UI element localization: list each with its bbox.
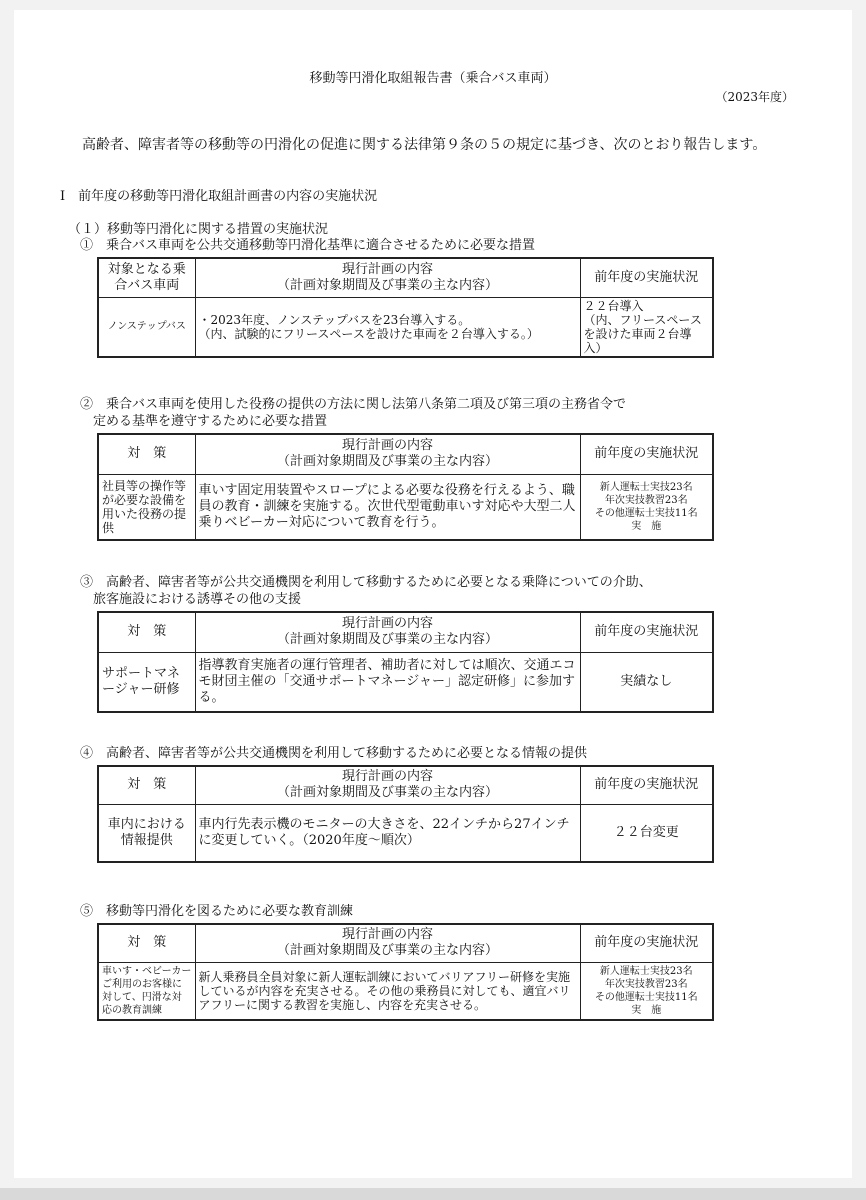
header-plan: 現行計画の内容 （計画対象期間及び事業の主な内容） bbox=[195, 766, 580, 804]
subsection-heading: （１）移動等円滑化に関する措置の実施状況 bbox=[68, 222, 329, 237]
header-measure: 対 策 bbox=[98, 612, 195, 652]
header-plan: 現行計画の内容 （計画対象期間及び事業の主な内容） bbox=[195, 612, 580, 652]
row-target: 車いす・ベビーカーご利用のお客様に対して、円滑な対応の教育訓練 bbox=[98, 962, 195, 1020]
item-4-heading: ④ 高齢者、障害者等が公共交通機関を利用して移動するために必要となる情報の提供 bbox=[80, 746, 588, 761]
row-target: 車内における情報提供 bbox=[98, 804, 195, 862]
item-1-table bbox=[97, 257, 714, 358]
item-2-table bbox=[97, 433, 714, 541]
item-3-heading: ③ 高齢者、障害者等が公共交通機関を利用して移動するために必要となる乗降についての介助、 旅客施設における誘導その他の支援 bbox=[80, 575, 652, 607]
header-status: 前年度の実施状況 bbox=[580, 924, 713, 962]
item-5-table bbox=[97, 923, 714, 1021]
header-measure: 対 策 bbox=[98, 434, 195, 474]
section-heading: Ⅰ 前年度の移動等円滑化取組計画書の内容の実施状況 bbox=[60, 189, 378, 204]
row-target: ノンステップバス bbox=[98, 297, 195, 357]
row-status: ２２台導入 （内、フリースペースを設けた車両２台導入） bbox=[580, 297, 713, 357]
header-status: 前年度の実施状況 bbox=[580, 258, 713, 297]
header-status: 前年度の実施状況 bbox=[580, 612, 713, 652]
item-1-heading: ① 乗合バス車両を公共交通移動等円滑化基準に適合させるために必要な措置 bbox=[80, 238, 536, 253]
row-plan: 車内行先表示機のモニターの大きさを、22インチから27インチに変更していく。（2020年度～順次） bbox=[195, 804, 580, 862]
item-5-heading: ⑤ 移動等円滑化を図るために必要な教育訓練 bbox=[80, 904, 354, 919]
row-plan: 新人乗務員全員対象に新人運転訓練においてバリアフリー研修を実施しているが内容を充実させる。その他の乗務員に対しても、適宜バリアフリーに関する教習を実施し、内容を充実させる。 bbox=[195, 962, 580, 1020]
header-target: 対象となる乗合バス車両 bbox=[98, 258, 195, 297]
header-plan: 現行計画の内容 （計画対象期間及び事業の主な内容） bbox=[195, 258, 580, 297]
header-measure: 対 策 bbox=[98, 766, 195, 804]
row-plan: ・2023年度、ノンステップバスを23台導入する。 （内、試験的にフリースペースを設けた車両を２台導入する。） bbox=[195, 297, 580, 357]
page-bottom-edge bbox=[0, 1188, 866, 1200]
row-status: 実績なし bbox=[580, 652, 713, 712]
row-target: 社員等の操作等が必要な設備を用いた役務の提供 bbox=[98, 474, 195, 540]
row-status: ２２台変更 bbox=[580, 804, 713, 862]
intro-text: 高齢者、障害者等の移動等の円滑化の促進に関する法律第９条の５の規定に基づき、次のとおり報告します。 bbox=[82, 137, 767, 153]
header-status: 前年度の実施状況 bbox=[580, 434, 713, 474]
header-plan: 現行計画の内容 （計画対象期間及び事業の主な内容） bbox=[195, 924, 580, 962]
row-status: 新人運転士実技23名 年次実技教習23名 その他運転士実技11名 実 施 bbox=[580, 474, 713, 540]
header-plan: 現行計画の内容 （計画対象期間及び事業の主な内容） bbox=[195, 434, 580, 474]
item-3-table bbox=[97, 611, 714, 713]
item-4-table bbox=[97, 765, 714, 863]
header-measure: 対 策 bbox=[98, 924, 195, 962]
fiscal-year: （2023年度） bbox=[715, 90, 794, 104]
item-2-heading: ② 乗合バス車両を使用した役務の提供の方法に関し法第八条第二項及び第三項の主務省令で 定める基準を遵守するために必要な措置 bbox=[80, 397, 627, 429]
row-plan: 車いす固定用装置やスロープによる必要な役務を行えるよう、職員の教育・訓練を実施する。次世代型電動車いす対応や大型二人乗りベビーカー対応について教育を行う。 bbox=[195, 474, 580, 540]
row-status: 新人運転士実技23名 年次実技教習23名 その他運転士実技11名 実 施 bbox=[580, 962, 713, 1020]
row-target: サポートマネージャー研修 bbox=[98, 652, 195, 712]
document-title: 移動等円滑化取組報告書（乗合バス車両） bbox=[309, 71, 557, 86]
row-plan: 指導教育実施者の運行管理者、補助者に対しては順次、交通エコモ財団主催の「交通サポートマネージャー」認定研修」に参加する。 bbox=[195, 652, 580, 712]
header-status: 前年度の実施状況 bbox=[580, 766, 713, 804]
